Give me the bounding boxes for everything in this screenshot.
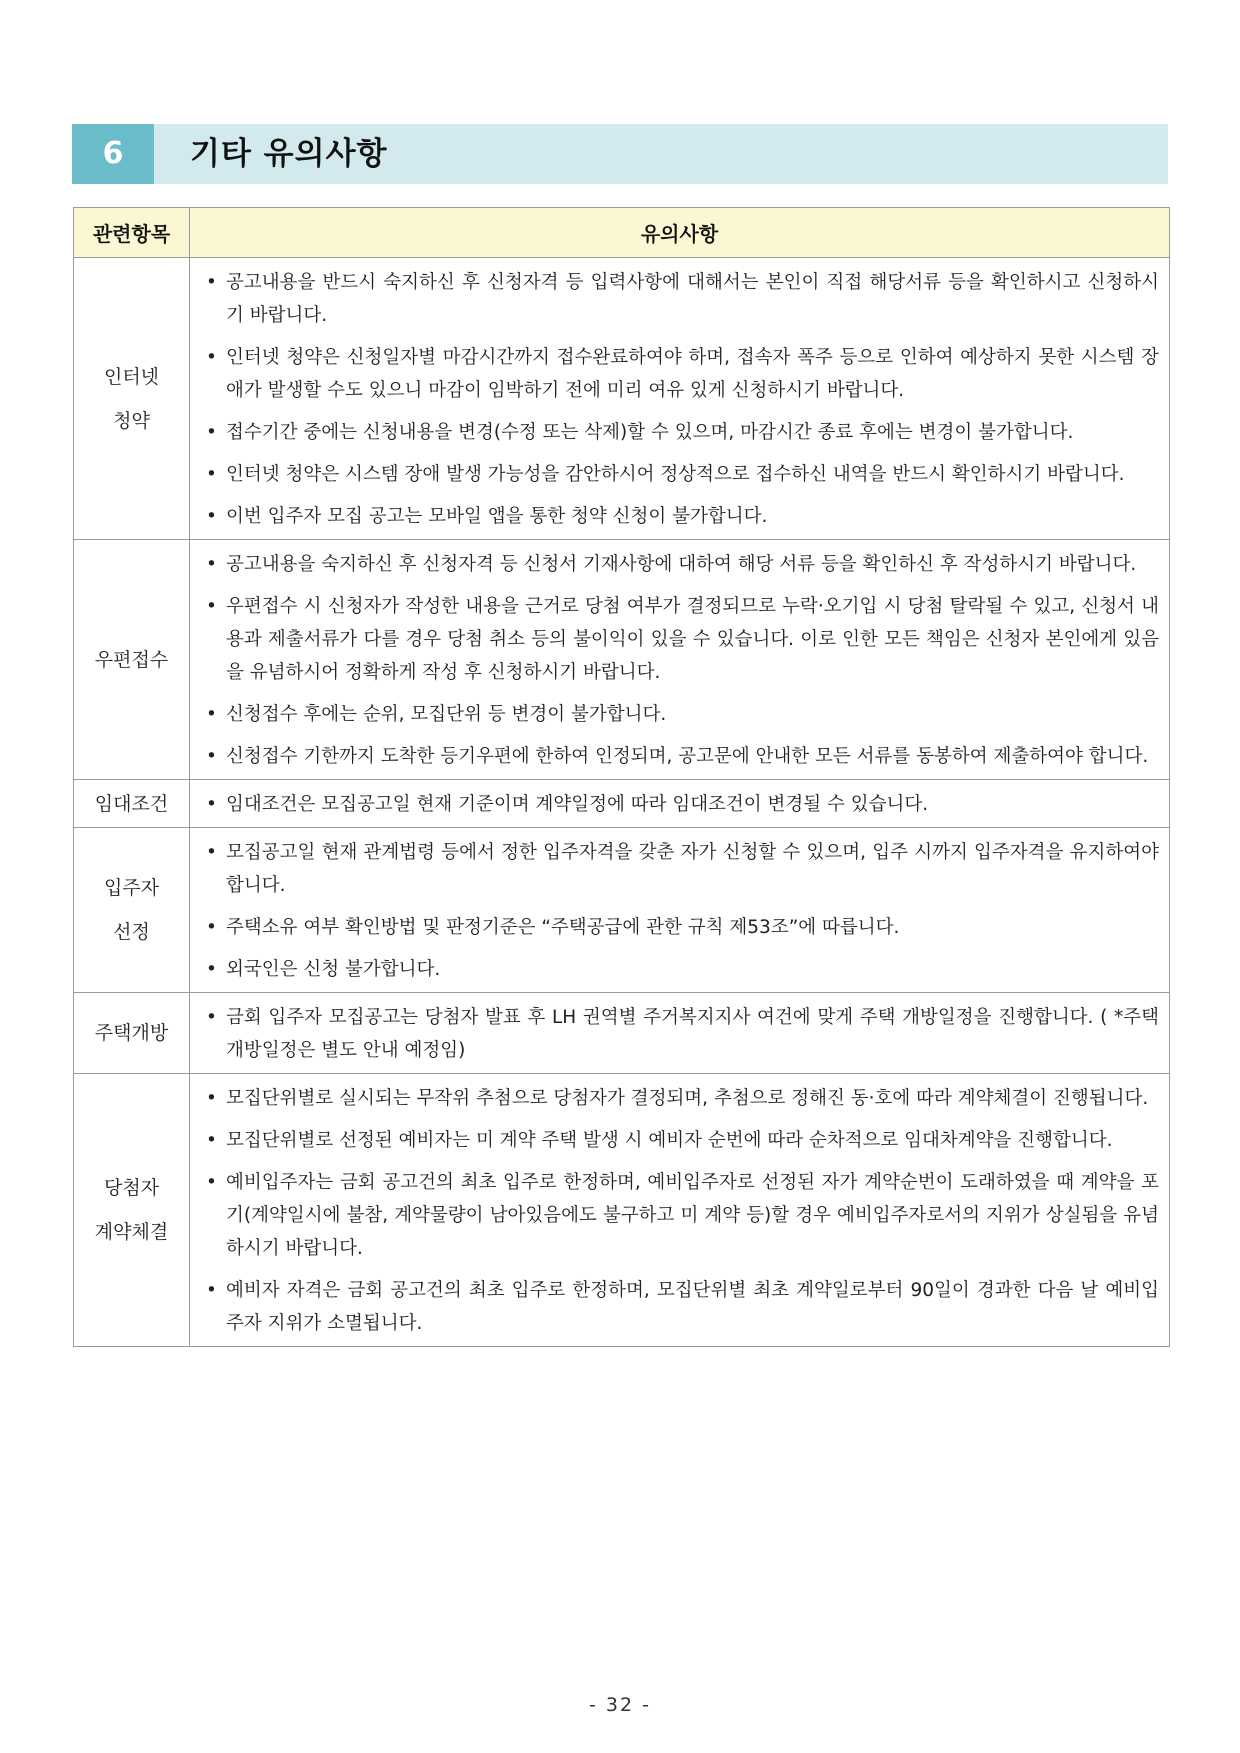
section-header — [72, 124, 1168, 184]
category-label: 계약체결 — [94, 1221, 169, 1243]
table-row — [74, 993, 1170, 1074]
list-item: • 금회 입주자 모집공고는 당첨자 발표 후 LH 권역별 주거복지지사 여건에 맞게 주택 개방일정을 진행합니다. ( *주택개방일정은 별도 안내 예정임) — [204, 1001, 1159, 1067]
category-label: 입주자 — [103, 877, 160, 899]
notes-list — [204, 1001, 1159, 1067]
list-item: • 주택소유 여부 확인방법 및 판정기준은 “주택공급에 관한 규칙 제53조”에 따릅니다. — [204, 911, 1159, 944]
category-label: 임대조건 — [94, 792, 169, 815]
row-category — [74, 258, 190, 540]
row-category — [74, 828, 190, 993]
list-item: • 공고내용을 숙지하신 후 신청자격 등 신청서 기재사항에 대하여 해당 서류 등을 확인하신 후 작성하시기 바랍니다. — [204, 548, 1159, 581]
list-item: • 모집공고일 현재 관계법령 등에서 정한 입주자격을 갖춘 자가 신청할 수 있으며, 입주 시까지 입주자격을 유지하여야 합니다. — [204, 836, 1159, 902]
list-item: • 인터넷 청약은 신청일자별 마감시간까지 접수완료하여야 하며, 접속자 폭주 등으로 인하여 예상하지 못한 시스템 장애가 발생할 수도 있으니 마감이 임박하기 전에 미리 여유 있게 신청하시기 바랍니다. — [204, 341, 1159, 407]
row-notes — [190, 993, 1170, 1074]
row-notes — [190, 828, 1170, 993]
list-item: • 임대조건은 모집공고일 현재 기준이며 계약일정에 따라 임대조건이 변경될 수 있습니다. — [204, 788, 1159, 821]
table-row — [74, 258, 1170, 540]
row-notes — [190, 1074, 1170, 1347]
row-category — [74, 993, 190, 1074]
notes-list — [204, 788, 1159, 821]
list-item: • 인터넷 청약은 시스템 장애 발생 가능성을 감안하시어 정상적으로 접수하신 내역을 반드시 확인하시기 바랍니다. — [204, 458, 1159, 491]
page-number: - 32 - — [589, 1694, 651, 1716]
list-item: • 예비입주자는 금회 공고건의 최초 입주로 한정하며, 예비입주자로 선정된 자가 계약순번이 도래하였을 때 계약을 포기(계약일시에 불참, 계약물량이 남아있음에도 불구하고 미 계약 등)할 경우 예비입주자로서의 지위가 상실됨을 유념하시기 바랍니다. — [204, 1166, 1159, 1265]
row-category — [74, 540, 190, 780]
header-notes: 유의사항 — [190, 208, 1170, 258]
category-label: 주택개방 — [94, 1022, 169, 1044]
table-row — [74, 1074, 1170, 1347]
table-header-row — [74, 208, 1170, 258]
table-body — [74, 258, 1170, 1347]
section-title: 기타 유의사항 — [190, 136, 388, 172]
list-item: • 접수기간 중에는 신청내용을 변경(수정 또는 삭제)할 수 있으며, 마감시간 종료 후에는 변경이 불가합니다. — [204, 416, 1159, 449]
notes-list — [204, 1082, 1159, 1340]
header-category: 관련항목 — [74, 208, 190, 258]
category-label: 우편접수 — [94, 648, 169, 671]
category-label: 당첨자 — [103, 1177, 160, 1199]
list-item: • 모집단위별로 선정된 예비자는 미 계약 주택 발생 시 예비자 순번에 따라 순차적으로 임대차계약을 진행합니다. — [204, 1124, 1159, 1157]
row-notes — [190, 780, 1170, 828]
list-item: • 신청접수 후에는 순위, 모집단위 등 변경이 불가합니다. — [204, 698, 1159, 731]
list-item: • 이번 입주자 모집 공고는 모바일 앱을 통한 청약 신청이 불가합니다. — [204, 500, 1159, 533]
table-row — [74, 540, 1170, 780]
list-item: • 공고내용을 반드시 숙지하신 후 신청자격 등 입력사항에 대해서는 본인이 직접 해당서류 등을 확인하시고 신청하시기 바랍니다. — [204, 266, 1159, 332]
list-item: • 외국인은 신청 불가합니다. — [204, 953, 1159, 986]
list-item: • 예비자 자격은 금회 공고건의 최초 입주로 한정하며, 모집단위별 최초 계약일로부터 90일이 경과한 다음 날 예비입주자 지위가 소멸됩니다. — [204, 1274, 1159, 1340]
list-item: • 모집단위별로 실시되는 무작위 추첨으로 당첨자가 결정되며, 추첨으로 정해진 동·호에 따라 계약체결이 진행됩니다. — [204, 1082, 1159, 1115]
category-label: 선정 — [113, 921, 150, 943]
notes-list — [204, 836, 1159, 986]
notice-table — [73, 207, 1170, 1347]
category-label: 청약 — [113, 409, 150, 432]
section-number: 6 — [72, 124, 154, 184]
table-row — [74, 780, 1170, 828]
row-category — [74, 1074, 190, 1347]
category-label: 인터넷 — [103, 365, 160, 388]
row-notes — [190, 258, 1170, 540]
row-category — [74, 780, 190, 828]
list-item: • 신청접수 기한까지 도착한 등기우편에 한하여 인정되며, 공고문에 안내한 모든 서류를 동봉하여 제출하여야 합니다. — [204, 740, 1159, 773]
notes-list — [204, 266, 1159, 533]
row-notes — [190, 540, 1170, 780]
list-item: • 우편접수 시 신청자가 작성한 내용을 근거로 당첨 여부가 결정되므로 누락·오기입 시 당첨 탈락될 수 있고, 신청서 내용과 제출서류가 다를 경우 당첨 취소 등의 불이익이 있을 수 있습니다. 이로 인한 모든 책임은 신청자 본인에게 있음을 유념하시어 정확하게 작성 후 신청하시기 바랍니다. — [204, 590, 1159, 689]
table-row — [74, 828, 1170, 993]
notes-list — [204, 548, 1159, 773]
